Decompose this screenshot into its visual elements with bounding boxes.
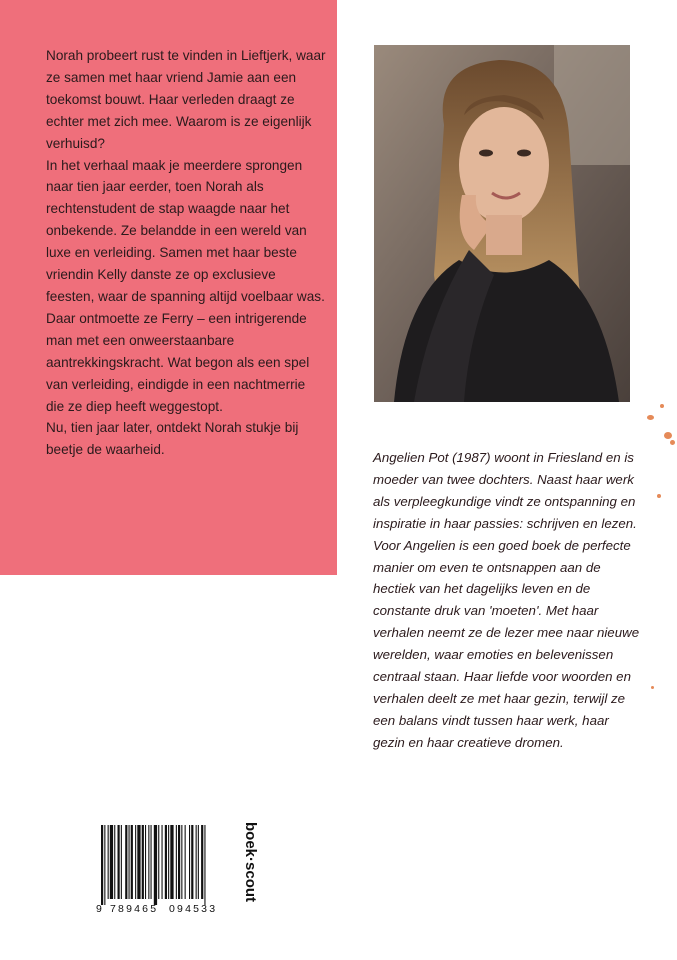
barcode-group-1: 789465 bbox=[110, 903, 159, 915]
author-bio: Angelien Pot (1987) woont in Friesland en is moeder van twee dochters. Naast haar werk als verpleegkundige vindt ze ontspanning en inspiratie in haar passies: schrijven en lezen. Voor Angelien is een goed boek de perfecte manier om even te ontsnappen aan de hectiek van het dagelijks leven en de constante druk van 'moeten'. Met haar verhalen neemt ze de lezer mee naar nieuwe werelden, waar emoties en belevenissen centraal staan. Haar liefde voor woorden en verhalen deelt ze met haar gezin, terwijl ze een balans vindt tussen haar werk, haar gezin en haar creatieve dromen. bbox=[373, 450, 640, 750]
author-photo bbox=[374, 45, 630, 402]
barcode-bar bbox=[204, 825, 205, 905]
barcode-group-2: 094533 bbox=[169, 903, 218, 915]
splatter-dot bbox=[670, 440, 675, 445]
barcode-bar bbox=[118, 825, 120, 899]
barcode-bar bbox=[196, 825, 197, 899]
barcode-bar bbox=[178, 825, 180, 899]
barcode-lead-digit: 9 bbox=[96, 903, 102, 915]
barcode-bar bbox=[104, 825, 105, 905]
barcode-bar bbox=[110, 825, 113, 899]
barcode-bar bbox=[154, 825, 157, 905]
blurb-paragraph-1: Norah probeert rust te vinden in Lieftjerk, waar ze samen met haar vriend Jamie aan een toekomst bouwt. Haar verleden draagt ze echter met zich mee. Waarom is ze eigenlijk verhuisd? bbox=[46, 48, 326, 151]
barcode-bar bbox=[170, 825, 173, 899]
splatter-dot bbox=[664, 432, 672, 439]
barcode-bar bbox=[201, 825, 203, 899]
blurb-text bbox=[46, 45, 326, 461]
barcode-bar bbox=[125, 825, 127, 899]
barcode-bar bbox=[135, 825, 136, 899]
splatter-dot bbox=[657, 494, 661, 498]
barcode-bar bbox=[198, 825, 199, 899]
barcode-bar bbox=[189, 825, 190, 899]
barcode-bar bbox=[131, 825, 133, 899]
barcode-bar bbox=[142, 825, 144, 899]
isbn-barcode bbox=[98, 825, 226, 917]
barcode-bar bbox=[162, 825, 163, 899]
barcode-bar bbox=[101, 825, 103, 905]
publisher-logo bbox=[241, 822, 259, 914]
splatter-dot bbox=[660, 404, 664, 408]
splatter-dot bbox=[651, 686, 654, 689]
barcode-bar bbox=[137, 825, 140, 899]
barcode-bars bbox=[98, 825, 226, 905]
barcode-bar bbox=[121, 825, 122, 899]
barcode-bar bbox=[168, 825, 169, 899]
barcode-bar bbox=[148, 825, 149, 899]
publisher-logo-text: boek·scout bbox=[242, 822, 259, 903]
barcode-bar bbox=[129, 825, 130, 899]
barcode-bar bbox=[165, 825, 167, 899]
barcode-bar bbox=[108, 825, 109, 899]
splatter-dot bbox=[647, 415, 654, 420]
blurb-panel bbox=[0, 0, 337, 575]
barcode-bar bbox=[185, 825, 186, 899]
blurb-paragraph-2: In het verhaal maak je meerdere sprongen naar tien jaar eerder, toen Norah als rechtenstudent de stap waagde naar het onbekende. Ze belandde in een wereld van luxe en verleiding. Samen met haar beste vriendin Kelly danste ze op exclusieve feesten, waar de spanning altijd voelbaar was. Daar ontmoette ze Ferry – een intrigerende man met een onweerstaanbare aantrekkingskracht. Wat begon als een spel van verleiding, eindigde in een nachtmerrie die ze diep heeft weggestopt. bbox=[46, 157, 325, 414]
barcode-bar bbox=[181, 825, 182, 899]
barcode-bar bbox=[114, 825, 115, 899]
barcode-bar bbox=[158, 825, 159, 899]
barcode-bar bbox=[145, 825, 146, 899]
barcode-numbers bbox=[98, 901, 226, 917]
barcode-bar bbox=[176, 825, 177, 899]
barcode-bar bbox=[151, 825, 152, 899]
barcode-bar bbox=[191, 825, 193, 899]
blurb-paragraph-3: Nu, tien jaar later, ontdekt Norah stukje bij beetje de waarheid. bbox=[46, 420, 299, 458]
